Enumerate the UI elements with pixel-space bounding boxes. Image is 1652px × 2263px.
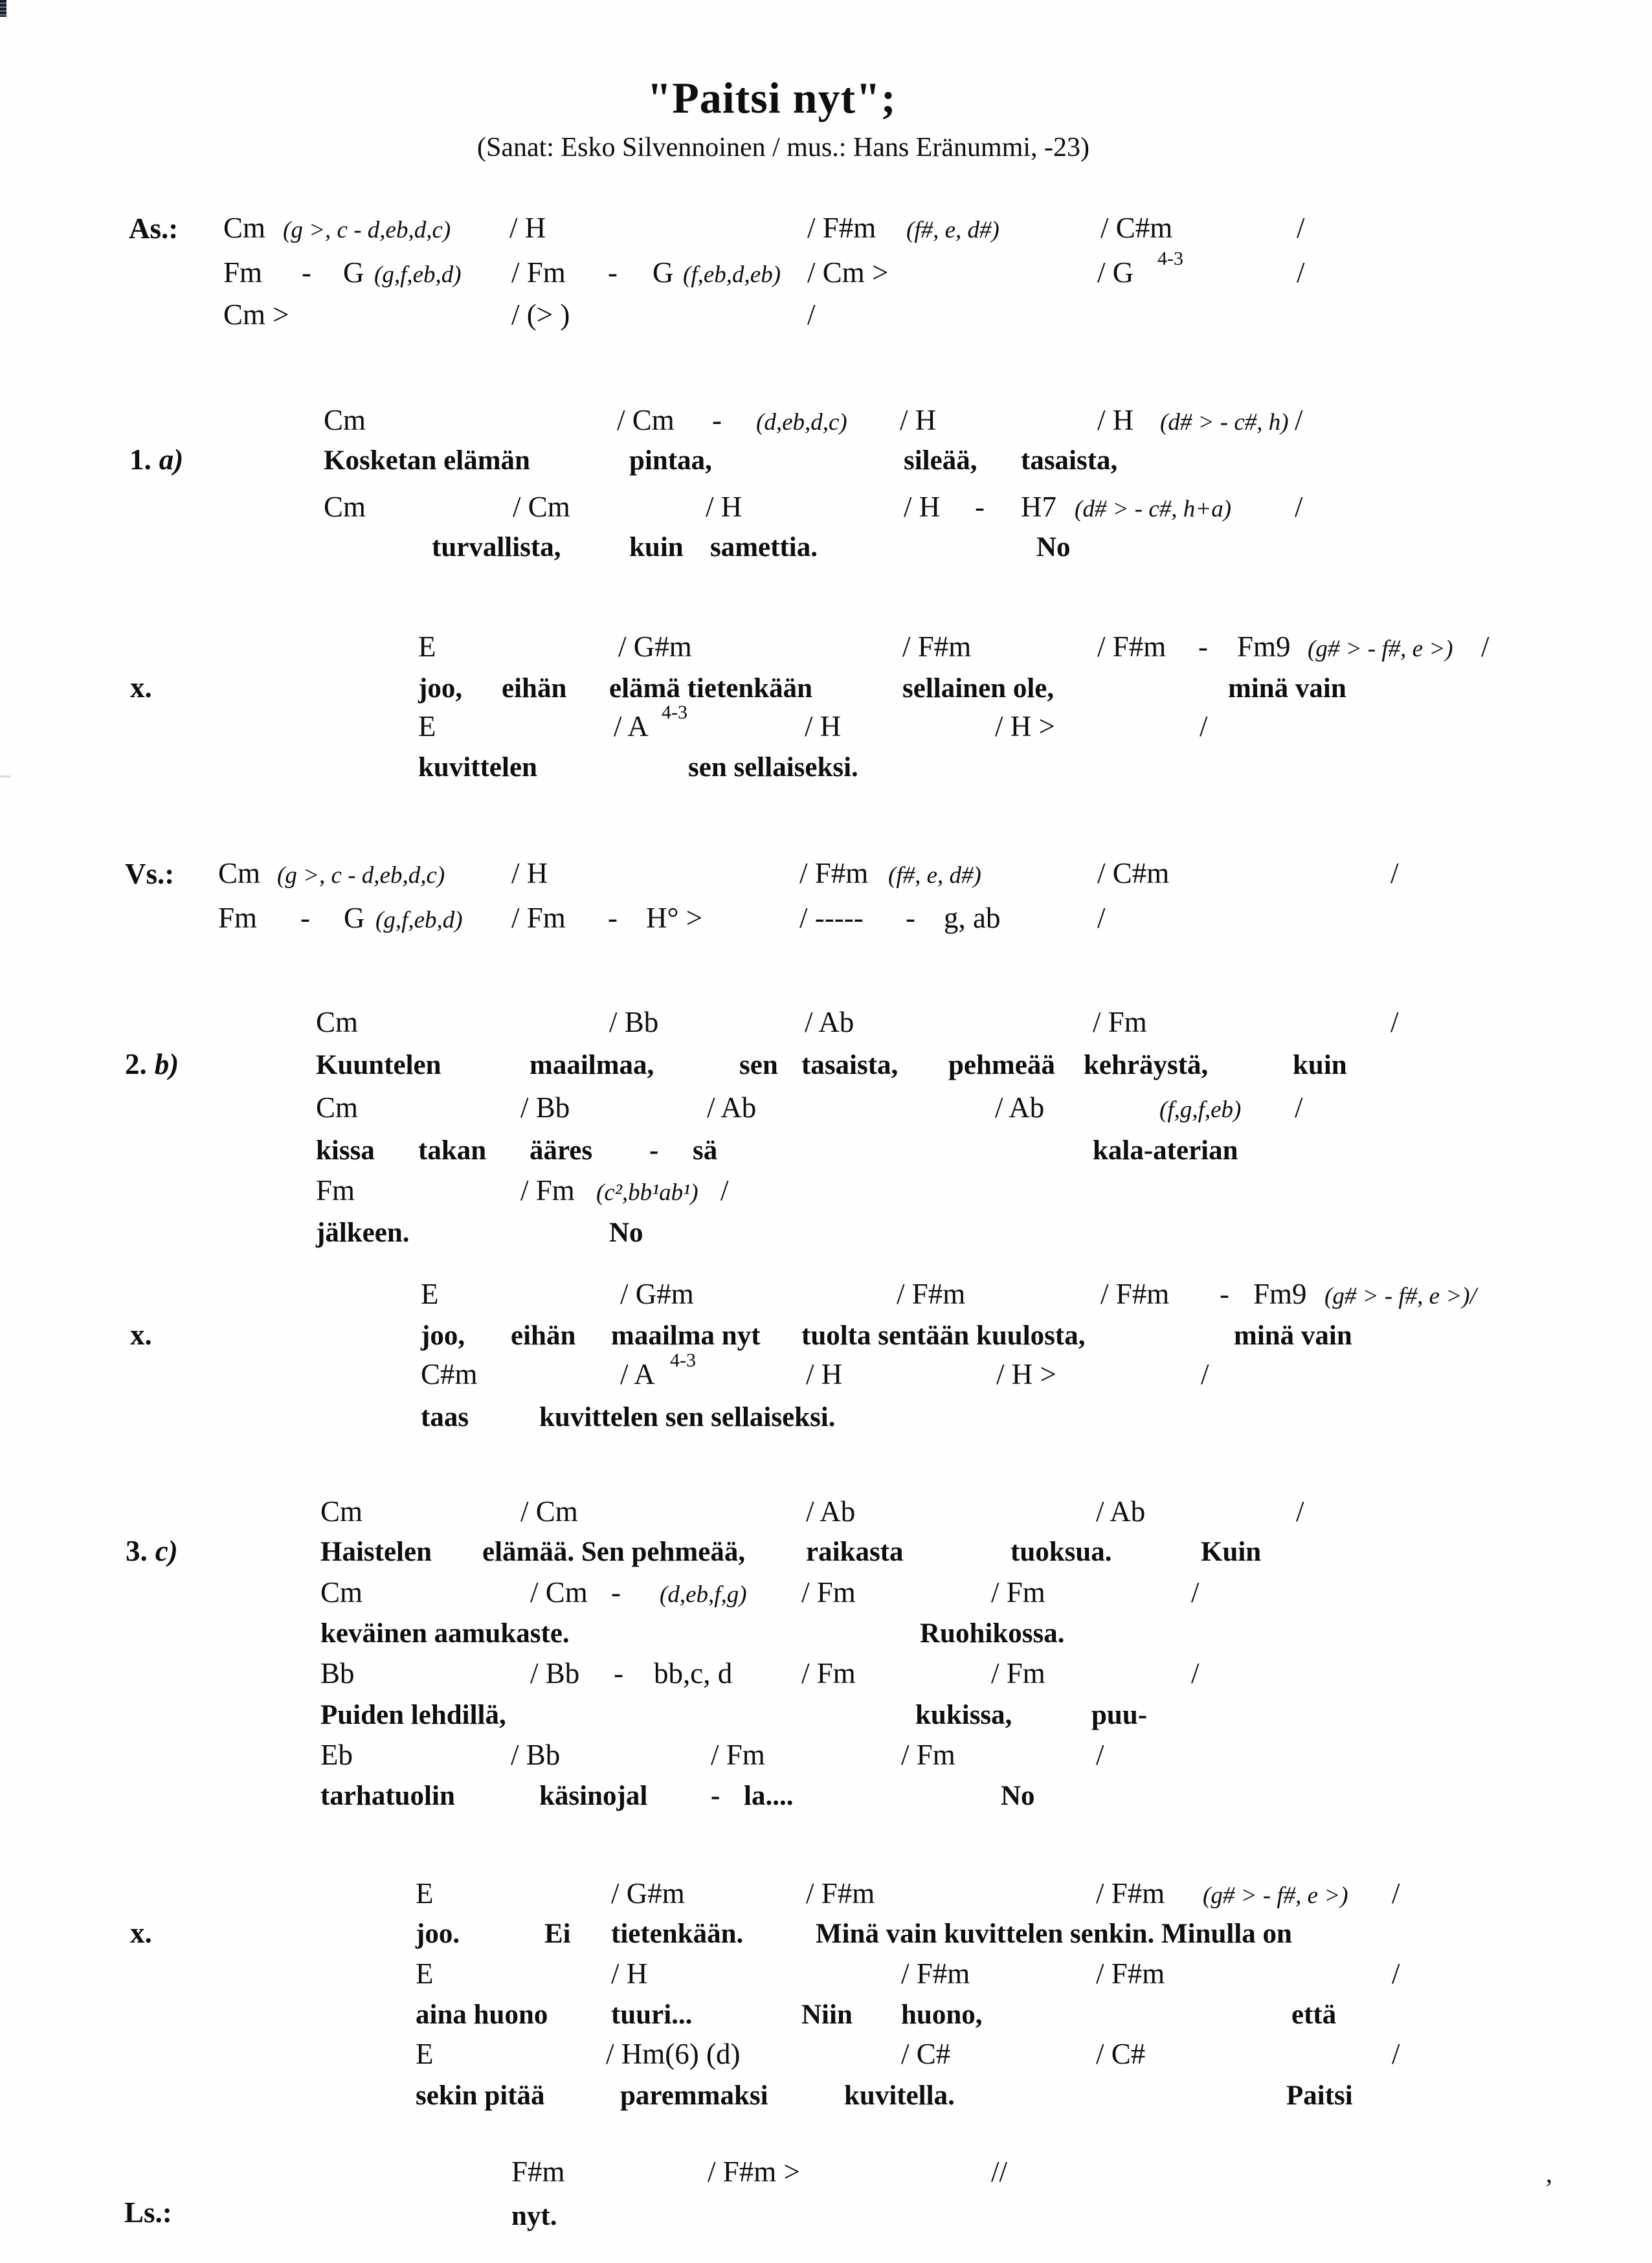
section-label-letter: b) xyxy=(154,1048,179,1080)
lyric-token: minä vain xyxy=(1234,1321,1352,1351)
chord-token: - xyxy=(1220,1278,1229,1310)
chord-token: / F#m xyxy=(806,1877,875,1910)
lyric-token: tarhatuolin xyxy=(320,1781,455,1811)
lyric-token: ääres xyxy=(530,1135,593,1166)
chord-token: F#m xyxy=(511,2156,565,2188)
chord-token: / Cm xyxy=(617,404,675,436)
chord-token: / Bb xyxy=(520,1091,570,1124)
chord-token: / Fm xyxy=(711,1739,765,1771)
lyric-token: No xyxy=(1001,1781,1035,1811)
chord-superscript-token: 4-3 xyxy=(1157,248,1183,269)
chord-token: / xyxy=(1392,2038,1400,2070)
lyric-token: taas xyxy=(421,1402,469,1432)
chord-token: Fm xyxy=(223,256,263,289)
section-label-ls xyxy=(124,2198,172,2227)
lyric-token: - xyxy=(711,1781,720,1811)
chord-token: / xyxy=(1296,1495,1304,1528)
chord-token: / Cm xyxy=(530,1576,588,1609)
chord-token: - xyxy=(300,902,310,934)
chord-note-token: (c²,bb¹ab¹) xyxy=(596,1179,698,1206)
lyric-token: turvallista, xyxy=(432,532,561,563)
lyric-token: tuolta sentään kuulosta, xyxy=(801,1321,1086,1351)
chord-token: - xyxy=(608,256,618,289)
chord-token: - xyxy=(614,1657,623,1689)
chord-note-token: (d,eb,f,g) xyxy=(660,1581,747,1608)
lyric-token: sen sellaiseksi. xyxy=(688,752,858,783)
lyric-token: raikasta xyxy=(806,1537,904,1567)
chord-token: / F#m xyxy=(1097,630,1166,663)
chord-token: / C#m xyxy=(1100,212,1173,244)
lyric-token: Puiden lehdillä, xyxy=(320,1700,506,1730)
lyric-token: sen xyxy=(739,1050,778,1080)
chord-token: - xyxy=(906,902,915,934)
chord-note-token: (g,f,eb,d) xyxy=(375,907,463,933)
lyric-token: elämä tietenkään xyxy=(609,673,813,704)
chord-token: / xyxy=(720,1174,729,1207)
section-label-v2 xyxy=(125,1050,179,1079)
chord-token: - xyxy=(611,1576,621,1609)
chord-token: / xyxy=(1295,491,1303,523)
section-label-v1 xyxy=(129,445,183,474)
lyric-token: la.... xyxy=(744,1781,794,1811)
chord-note-token: (f,g,f,eb) xyxy=(1159,1097,1242,1123)
lyric-token: No xyxy=(609,1218,643,1248)
chord-token: E xyxy=(416,1877,434,1910)
chord-note-token: (g# > - f#, e >) xyxy=(1203,1882,1348,1909)
chord-token: / Fm xyxy=(801,1657,856,1689)
lyric-token: sellainen ole, xyxy=(902,673,1055,704)
lyric-token: kuvitella. xyxy=(844,2080,955,2111)
lyric-token: paremmaksi xyxy=(620,2080,768,2111)
lyric-token: käsinojal xyxy=(539,1781,648,1811)
chord-token: / C#m xyxy=(1097,857,1170,889)
chord-token: Cm xyxy=(223,212,266,244)
chord-note-token: (f#, e, d#) xyxy=(906,217,999,243)
chord-token: E xyxy=(416,2038,434,2070)
lyric-token: puu- xyxy=(1091,1700,1148,1730)
lyric-token: maailmaa, xyxy=(530,1050,654,1080)
chord-token: E xyxy=(418,710,436,742)
lyric-token: Kuuntelen xyxy=(316,1050,441,1080)
lyric-token: jälkeen. xyxy=(316,1218,410,1248)
chord-note-token: (d# > - c#, h) xyxy=(1160,409,1289,436)
chord-token: / H xyxy=(509,212,546,244)
scan-edge-smudge xyxy=(0,775,10,777)
chord-superscript-token: 4-3 xyxy=(662,702,687,723)
chord-token: / A xyxy=(620,1358,655,1390)
chord-token: / F#m xyxy=(901,1957,970,1990)
chord-token: / xyxy=(1191,1657,1200,1689)
chord-token: / H > xyxy=(996,1358,1056,1390)
chord-token: Cm > xyxy=(223,298,289,331)
chord-token: H° > xyxy=(646,902,703,934)
lyric-token: kukissa, xyxy=(915,1700,1012,1730)
lyric-token: joo, xyxy=(418,673,463,704)
chord-token: Cm xyxy=(320,1495,363,1528)
lyric-token: Kosketan elämän xyxy=(324,445,530,476)
chord-token: / xyxy=(1097,902,1106,934)
section-label-x2 xyxy=(130,1321,152,1350)
chord-token: / G#m xyxy=(620,1278,694,1310)
chord-token: / F#m xyxy=(902,630,972,663)
section-label-vs xyxy=(125,860,174,889)
lyric-token: kala-aterian xyxy=(1093,1135,1238,1166)
lyric-token: kuin xyxy=(1293,1050,1347,1080)
chord-note-token: (g >, c - d,eb,d,c) xyxy=(283,217,451,243)
section-label-text: x. xyxy=(130,1319,152,1351)
chord-token: Cm xyxy=(316,1006,359,1038)
lyric-token: kehräystä, xyxy=(1084,1050,1209,1080)
lyric-token: kuvittelen xyxy=(418,752,537,783)
chord-token: / xyxy=(1191,1576,1200,1609)
page-subtitle: (Sanat: Esko Silvennoinen / mus.: Hans Eränummi, -23) xyxy=(476,133,1090,162)
section-label-x1 xyxy=(130,673,152,702)
chord-token: / Fm xyxy=(801,1576,856,1609)
section-label-text: 2. xyxy=(125,1048,147,1080)
lyric-token: Ei xyxy=(544,1919,571,1949)
lyric-token: Kuin xyxy=(1201,1537,1262,1567)
chord-token: Cm xyxy=(218,857,261,889)
chord-token: / Cm xyxy=(520,1495,578,1528)
chord-token: / H xyxy=(904,491,941,523)
chord-token: / xyxy=(1297,212,1305,244)
chord-token: / Fm xyxy=(991,1657,1045,1689)
chord-token: / H > xyxy=(995,710,1055,742)
chord-token: G xyxy=(344,902,365,934)
chord-token: / Ab xyxy=(805,1006,854,1038)
chord-token: E xyxy=(418,630,436,663)
chord-token: / Fm xyxy=(991,1576,1045,1609)
chord-token: / F#m xyxy=(807,212,876,244)
section-label-text: Vs.: xyxy=(125,858,175,890)
chord-token: / H xyxy=(1097,404,1134,436)
chord-token: / C# xyxy=(901,2038,951,2070)
chord-token: Cm xyxy=(320,1576,363,1609)
chord-token: / xyxy=(1392,1877,1400,1910)
chord-token: / xyxy=(1201,1358,1209,1390)
chord-token: C#m xyxy=(421,1358,478,1390)
chord-token: / F#m xyxy=(1100,1278,1170,1310)
chord-token: / Bb xyxy=(609,1006,659,1038)
chord-note-token: (g,f,eb,d) xyxy=(374,262,462,288)
section-label-text: 3. xyxy=(126,1535,148,1567)
lyric-token: pintaa, xyxy=(629,445,712,476)
chord-token: / Hm(6) (d) xyxy=(606,2038,741,2070)
chord-token: / xyxy=(1297,256,1305,289)
chord-token: / H xyxy=(805,710,842,742)
chord-token: / Ab xyxy=(707,1091,757,1124)
chord-token: Cm xyxy=(316,1091,359,1124)
chord-token: Fm9 xyxy=(1237,630,1291,663)
chord-note-token: (f,eb,d,eb) xyxy=(683,262,781,288)
chord-token: / xyxy=(1200,710,1208,742)
lyric-token: Haistelen xyxy=(320,1537,432,1567)
lyric-token: kissa xyxy=(316,1135,375,1166)
chord-token: / F#m > xyxy=(708,2156,800,2188)
chord-token: / xyxy=(1390,857,1399,889)
section-label-text: x. xyxy=(130,671,152,704)
chord-token: / Fm xyxy=(511,902,566,934)
lyric-token: samettia. xyxy=(710,532,818,563)
chord-token: / Fm xyxy=(1093,1006,1147,1038)
chord-token: / F#m xyxy=(1096,1957,1165,1990)
chord-token: Cm xyxy=(324,491,366,523)
section-label-as xyxy=(129,214,178,243)
section-label-x3 xyxy=(130,1919,152,1948)
lyric-token: huono, xyxy=(901,2000,983,2030)
lyric-token: keväinen aamukaste. xyxy=(320,1618,570,1649)
lyric-token: joo. xyxy=(416,1919,460,1949)
section-label-v3 xyxy=(126,1537,178,1566)
lyric-token: Ruohikossa. xyxy=(920,1618,1065,1649)
chord-token: / Bb xyxy=(530,1657,580,1689)
lyric-token: minä vain xyxy=(1228,673,1346,704)
lyric-token: takan xyxy=(418,1135,487,1166)
chord-token: H7 xyxy=(1021,491,1056,523)
chord-token: Fm xyxy=(316,1174,355,1207)
lyric-token: sileää, xyxy=(904,445,977,476)
chord-note-token: (d# > - c#, h+a) xyxy=(1075,496,1232,522)
chord-token: / H xyxy=(900,404,937,436)
page-title: "Paitsi nyt"; xyxy=(647,73,897,122)
lyric-token: nyt. xyxy=(511,2201,557,2231)
section-label-text: As.: xyxy=(129,212,179,245)
lyric-token: tasaista, xyxy=(801,1050,899,1080)
chord-token: / Fm xyxy=(511,256,566,289)
chord-token: / Fm xyxy=(901,1739,955,1771)
lyric-token: kuin xyxy=(629,532,684,563)
chord-token: / xyxy=(1295,404,1303,436)
chord-token: / Bb xyxy=(511,1739,561,1771)
chord-token: - xyxy=(712,404,722,436)
chord-token: - xyxy=(608,902,618,934)
chord-token: Cm xyxy=(324,404,366,436)
lyric-token: pehmeää xyxy=(948,1050,1055,1080)
chord-token: / xyxy=(1390,1006,1399,1038)
lyric-token: maailma nyt xyxy=(611,1321,761,1351)
chord-token: / A xyxy=(614,710,649,742)
chord-note-token: (g# > - f#, e >) xyxy=(1308,636,1453,662)
chord-token: / H xyxy=(806,1358,843,1390)
section-label-text: x. xyxy=(130,1917,152,1949)
section-label-letter: c) xyxy=(155,1535,178,1567)
chord-token: / G#m xyxy=(611,1877,685,1910)
lyric-token: sä xyxy=(693,1135,718,1166)
section-label-letter: a) xyxy=(159,443,184,476)
chord-token: / xyxy=(1481,630,1490,663)
chord-token: / G xyxy=(1097,256,1134,289)
section-label-text: 1. xyxy=(129,443,151,476)
chord-token: / xyxy=(1096,1739,1104,1771)
chord-note-token: (g# > - f#, e >)/ xyxy=(1324,1283,1477,1310)
lyric-token: Niin xyxy=(801,2000,853,2030)
chord-token: / Ab xyxy=(995,1091,1045,1124)
lyric-token: että xyxy=(1291,2000,1337,2030)
lyric-token: tuoksua. xyxy=(1010,1537,1112,1567)
lyric-token: sekin pitää xyxy=(416,2080,545,2111)
chord-token: / C# xyxy=(1096,2038,1146,2070)
chord-token: E xyxy=(421,1278,439,1310)
lyric-token: elämää. Sen pehmeää, xyxy=(482,1537,746,1567)
lyric-token: kuvittelen sen sellaiseksi. xyxy=(539,1402,836,1432)
chord-token: / Cm xyxy=(513,491,570,523)
chord-token: G xyxy=(653,256,674,289)
chord-token: / ----- xyxy=(799,902,864,934)
chord-token: Fm9 xyxy=(1253,1278,1307,1310)
scan-corner-artifact xyxy=(0,0,6,17)
chord-token: / H xyxy=(611,1957,648,1990)
chord-superscript-token: 4-3 xyxy=(670,1350,696,1371)
lyric-token: Paitsi xyxy=(1286,2080,1353,2111)
chord-token: / xyxy=(807,298,816,331)
chord-token: - xyxy=(1198,630,1208,663)
chord-token: - xyxy=(975,491,985,523)
chord-token: / G#m xyxy=(618,630,692,663)
chord-note-token: (f#, e, d#) xyxy=(888,862,981,889)
chord-token: / xyxy=(1392,1957,1400,1990)
lyric-token: joo, xyxy=(421,1321,465,1351)
lyric-token: tasaista, xyxy=(1021,445,1118,476)
lyric-token: Minä vain kuvittelen senkin. Minulla on xyxy=(816,1919,1292,1949)
lyric-token: - xyxy=(649,1135,659,1166)
lyric-token: No xyxy=(1036,532,1071,563)
scan-speck: , xyxy=(1546,2159,1552,2188)
chord-token: / Fm xyxy=(520,1174,575,1207)
chord-token: / Cm > xyxy=(807,256,889,289)
chord-token: E xyxy=(416,1957,434,1990)
lyric-token: eihän xyxy=(511,1321,576,1351)
chord-token: Bb xyxy=(320,1657,355,1689)
lyric-token: eihän xyxy=(502,673,567,704)
chord-token: / F#m xyxy=(897,1278,966,1310)
chord-token: / F#m xyxy=(1096,1877,1165,1910)
lyric-token: tietenkään. xyxy=(611,1919,744,1949)
chord-token: // xyxy=(991,2156,1008,2188)
section-label-text: Ls.: xyxy=(124,2196,172,2229)
chord-token: g, ab xyxy=(944,902,1001,934)
chord-token: / (> ) xyxy=(511,298,570,331)
chord-token: G xyxy=(343,256,364,289)
chord-token: bb,c, d xyxy=(654,1657,733,1689)
chord-token: / Ab xyxy=(1096,1495,1146,1528)
lyric-token: tuuri... xyxy=(611,2000,693,2030)
chord-token: / H xyxy=(706,491,742,523)
chord-token: Eb xyxy=(320,1739,353,1771)
chord-token: - xyxy=(302,256,311,289)
chord-note-token: (d,eb,d,c) xyxy=(756,409,847,436)
chord-token: / Ab xyxy=(806,1495,856,1528)
lyric-token: aina huono xyxy=(416,2000,548,2030)
chord-note-token: (g >, c - d,eb,d,c) xyxy=(277,862,445,889)
chord-token: / xyxy=(1295,1091,1303,1124)
chord-token: / F#m xyxy=(799,857,869,889)
chord-token: Fm xyxy=(218,902,258,934)
chord-token: / H xyxy=(511,857,548,889)
